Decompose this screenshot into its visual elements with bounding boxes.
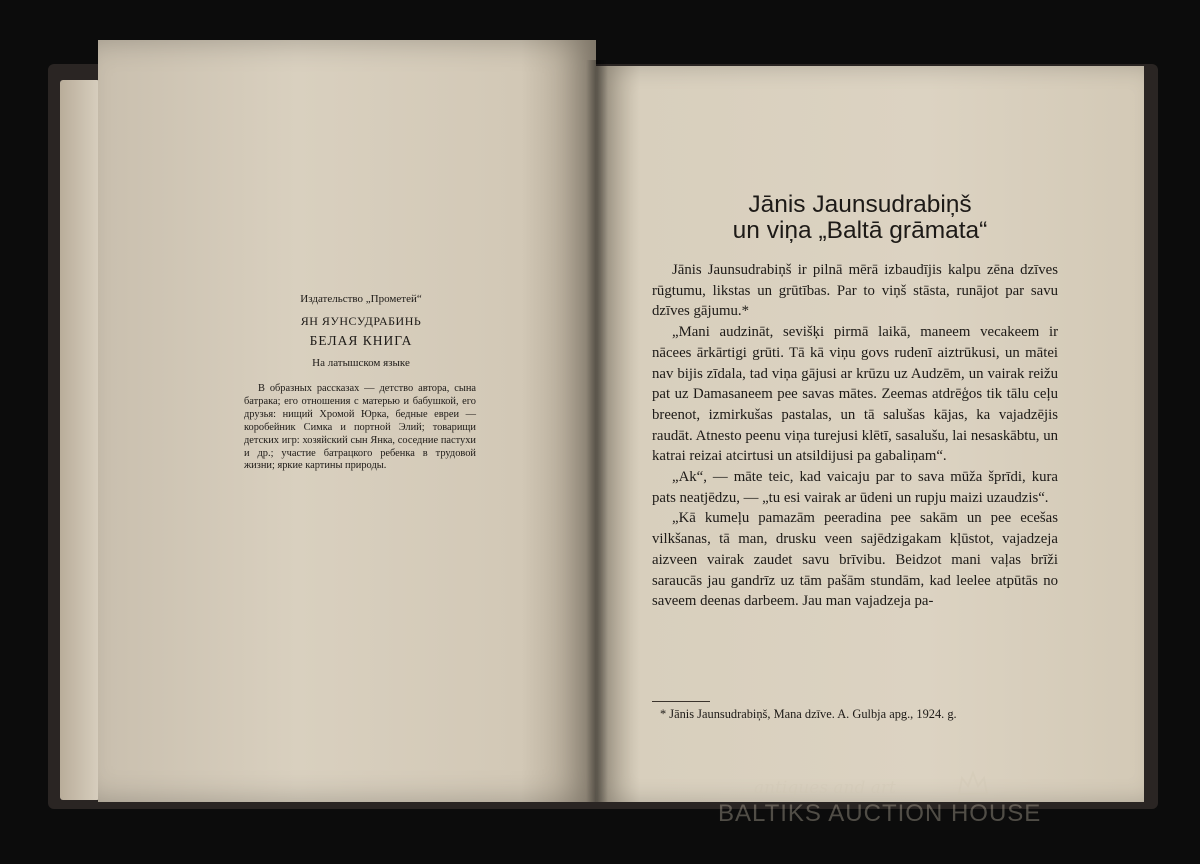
body-text: [652, 260, 1058, 612]
author-name: ЯН ЯУНСУДРАБИНЬ: [300, 314, 422, 328]
chapter-heading: [640, 192, 1080, 244]
footnote-rule: [652, 701, 710, 702]
publisher-line: Издательство „Прометей“: [300, 293, 422, 305]
paragraph: „Kā kumeļu pamazām peeradina pee sakām un pee ecešas vilkšanas, tā man, drusku veen sajēdzigakam kļūstot, vajadzeja aizveen vairak zaudet savu brīvibu. Beidzot mani vaļas brīži saraucās jau gandrīz uz tām pašām stundām, kad leelee atpūtās no saveem deenas darbeem. Jau man vajadzeja pa-: [652, 510, 1058, 610]
paragraph: „Ak“, — māte teic, kad vaicaju par to sava mūža šprīdi, kura pats neatjēdzu, — „tu esi vairak ar ūdeni un rupju maizi uzaudzis“.: [652, 469, 1058, 506]
heading-line-1: Jānis Jaunsudrabiņš: [748, 191, 972, 218]
watermark-brand: BALTIKS AUCTION HOUSE: [718, 800, 1042, 827]
footnote: * Jānis Jaunsudrabiņš, Mana dzīve. A. Gulbja apg., 1924. g.: [660, 707, 957, 721]
book-gutter: [586, 60, 608, 802]
book-title: БЕЛАЯ КНИГА: [309, 333, 413, 348]
annotation-text: В образных рассказах — детство автора, сына батрака; его отношения с матерью и бабушкой, его друзья: нищий Хромой Юрка, бедные евреи — коробейник Симка и портной Элий; товарищи детских игр: хозяйский сын Янка, соседние пастухи и др.; участие батрацкого ребенка в трудовой жизни; яркие картины природы.: [244, 383, 476, 472]
language-note: На латышском языке: [312, 357, 410, 369]
paragraph: „Mani audzināt, sevišķi pirmā laikā, maneem vecakeem ir nācees ārkārtigi grūti. Tā kā viņu govs rudenī aiztrūkusi, un mātei nav bijis zīdala, tad viņa gājusi ar krūzu uz Audzēm, un vairak reižu pat uz Damasaneem pee savas mātes. Zeemas atdrēģos tik tālu ceļu breenot, izmirkušas pastalas, un tā salušas kājas, ka vajadzējis raudāt. Atnesto peenu viņa turejusi klētī, sasalušu, lai nesaskābtu, un katrai reizai atcirtusi un atsildijusi pa gabaliņam“.: [652, 324, 1058, 465]
imprint-block: [246, 292, 476, 370]
watermark-tagline: antiques and art: [754, 778, 896, 798]
paragraph: Jānis Jaunsudrabiņš ir pilnā mērā izbaudījis kalpu zēna dzīves rūgtumu, likstas un grūtības. Par to viņš stāsta, runājot par savu dzīves gājumu.*: [652, 262, 1058, 320]
heading-line-2: un viņa „Baltā grāmata“: [732, 217, 988, 244]
book-edge: [60, 80, 100, 800]
crown-icon: [956, 770, 990, 803]
watermark: [718, 778, 1128, 834]
